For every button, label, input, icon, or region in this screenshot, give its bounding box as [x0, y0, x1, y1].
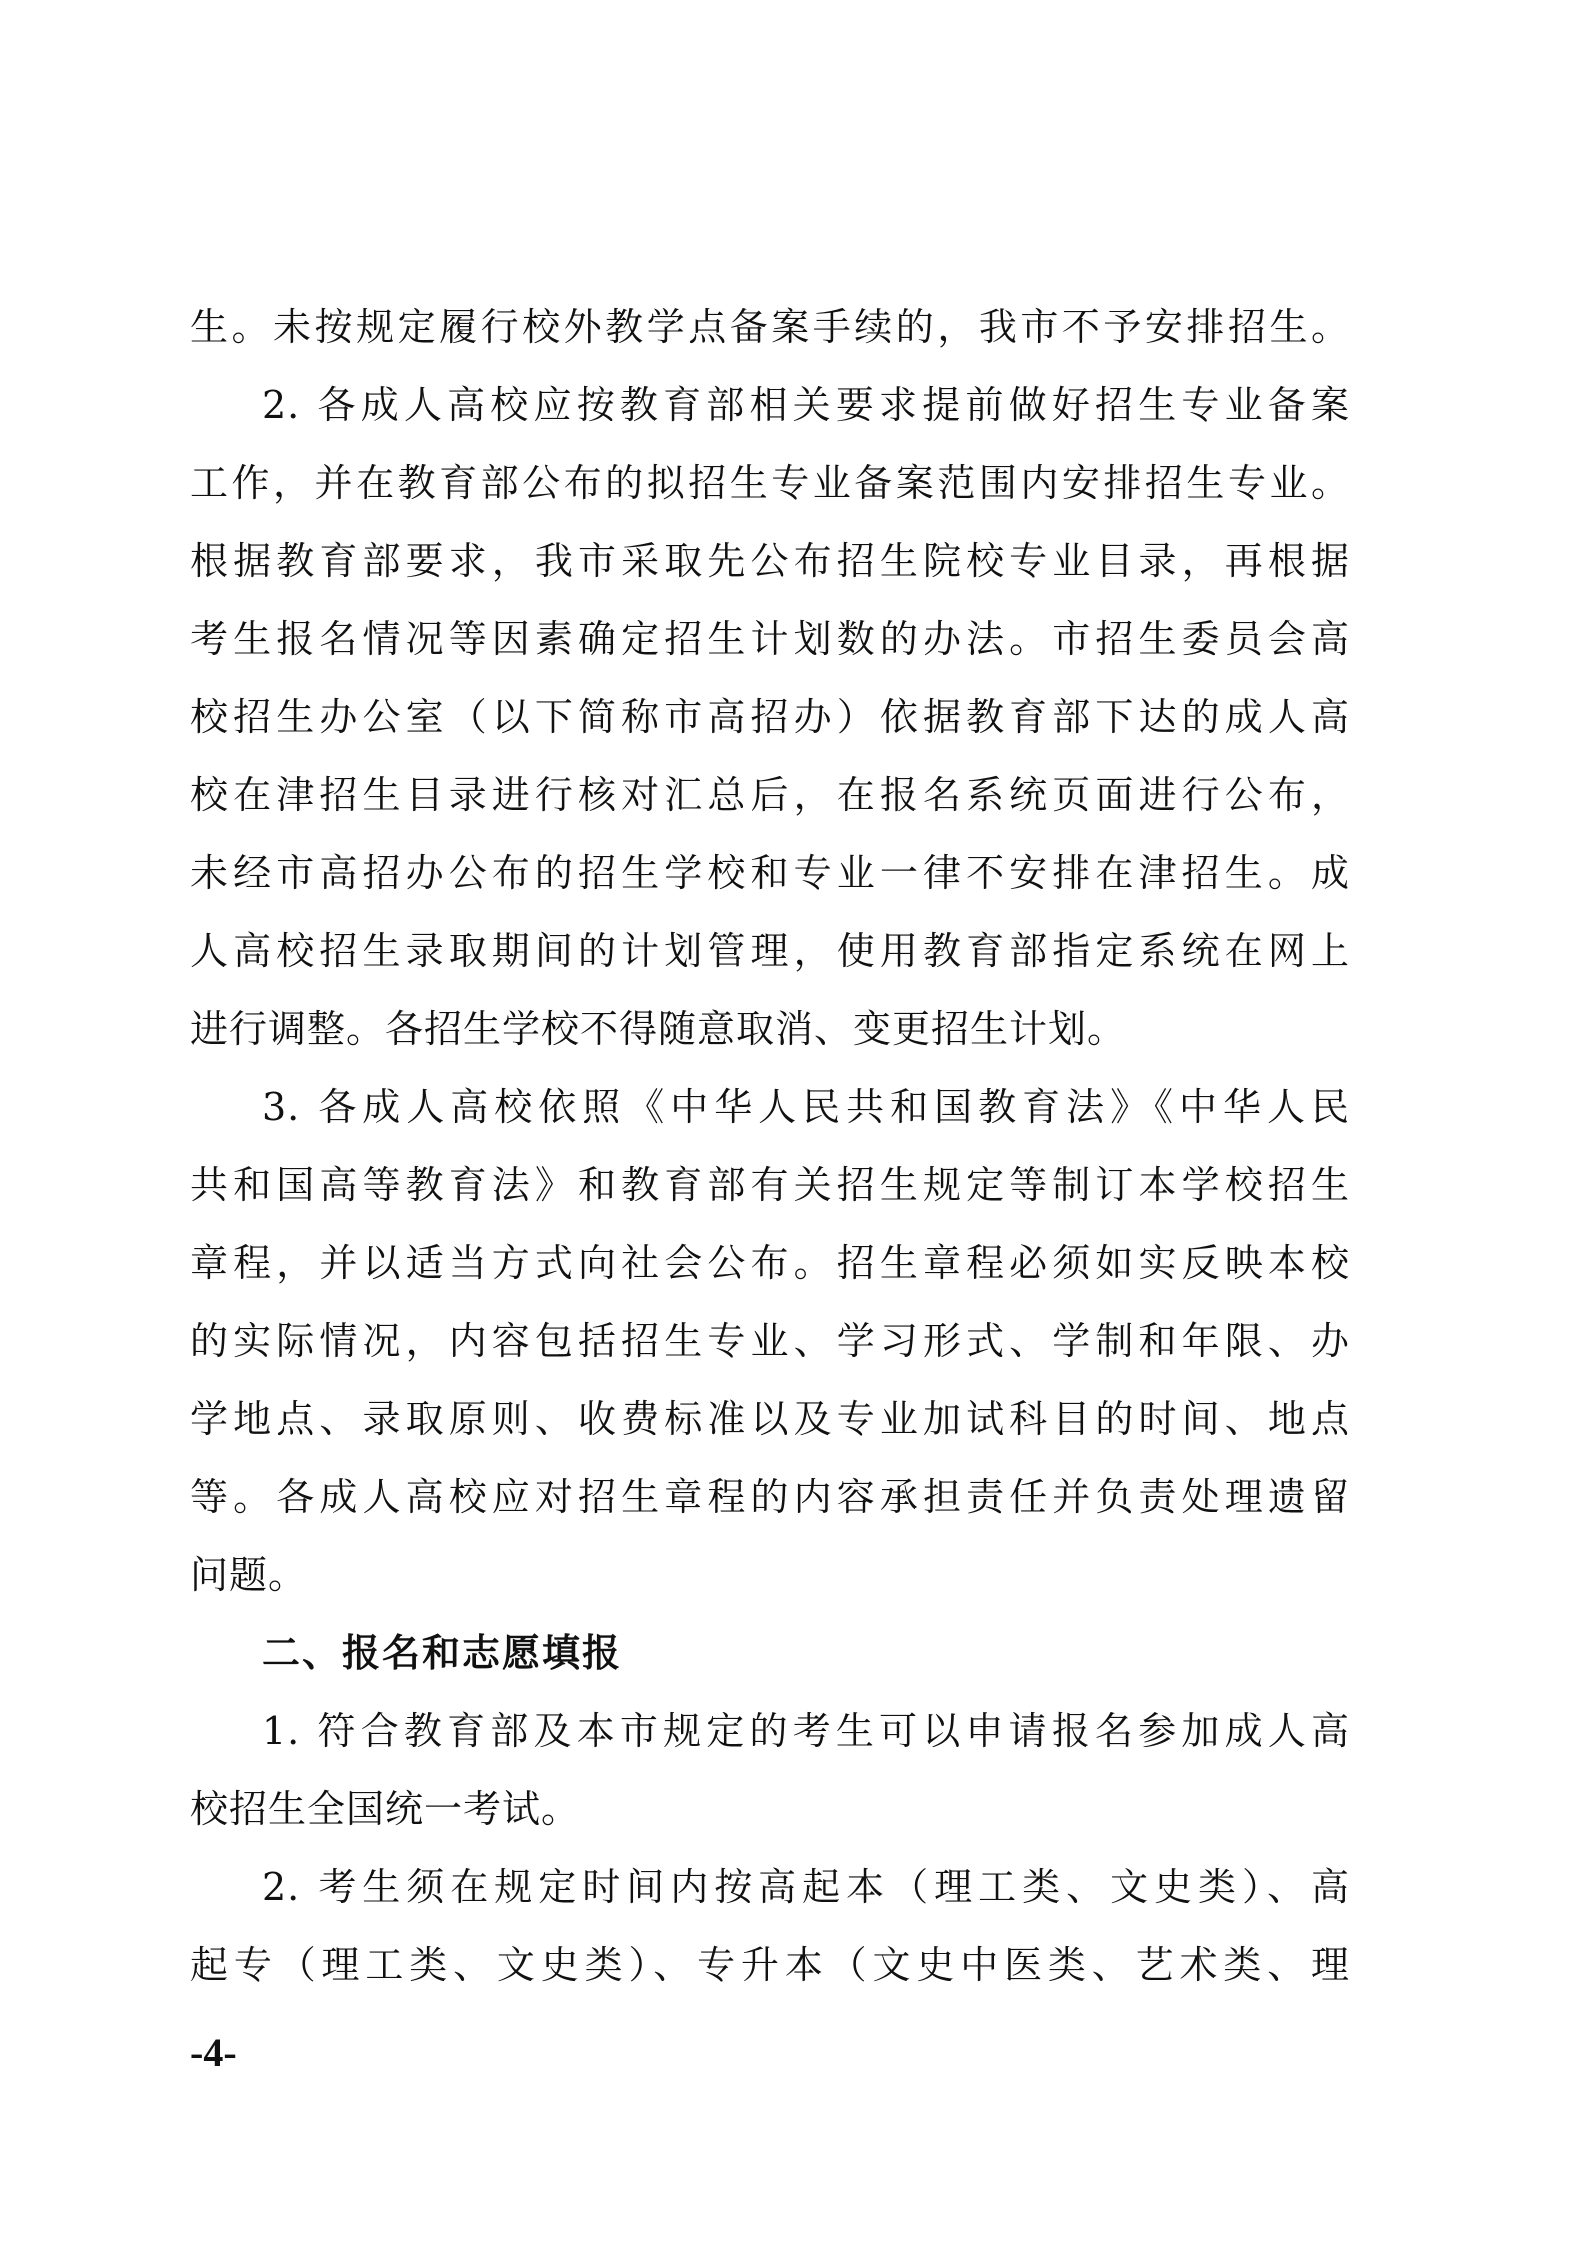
section-heading: 二、报名和志愿填报	[262, 1631, 623, 1675]
text-line: 生。未按规定履行校外教学点备案手续的，我市不予安排招生。	[190, 305, 1350, 349]
text-line: 3. 各成人高校依照《中华人民共和国教育法》《中华人民	[262, 1085, 1350, 1129]
text-line: 校在津招生目录进行核对汇总后，在报名系统页面进行公布，	[190, 773, 1350, 817]
text-line: 起专（理工类、文史类）、专升本（文史中医类、艺术类、理	[190, 1943, 1350, 1987]
text-line: 进行调整。各招生学校不得随意取消、变更招生计划。	[190, 1007, 1127, 1051]
text-line: 校招生全国统一考试。	[190, 1787, 581, 1831]
text-line: 2. 各成人高校应按教育部相关要求提前做好招生专业备案	[262, 383, 1350, 427]
text-line: 学地点、录取原则、收费标准以及专业加试科目的时间、地点	[190, 1397, 1350, 1441]
text-line: 等。各成人高校应对招生章程的内容承担责任并负责处理遗留	[190, 1475, 1350, 1519]
page-number: -4-	[190, 2030, 237, 2075]
text-line: 未经市高招办公布的招生学校和专业一律不安排在津招生。成	[190, 851, 1350, 895]
text-line: 人高校招生录取期间的计划管理，使用教育部指定系统在网上	[190, 929, 1350, 973]
text-line: 工作，并在教育部公布的拟招生专业备案范围内安排招生专业。	[190, 461, 1350, 505]
text-line: 根据教育部要求，我市采取先公布招生院校专业目录，再根据	[190, 539, 1350, 583]
text-line: 2. 考生须在规定时间内按高起本（理工类、文史类）、高	[262, 1865, 1350, 1909]
text-line: 章程，并以适当方式向社会公布。招生章程必须如实反映本校	[190, 1241, 1350, 1285]
text-line: 1. 符合教育部及本市规定的考生可以申请报名参加成人高	[262, 1709, 1350, 1753]
text-line: 共和国高等教育法》和教育部有关招生规定等制订本学校招生	[190, 1163, 1350, 1207]
text-line: 问题。	[190, 1553, 308, 1597]
text-line: 的实际情况，内容包括招生专业、学习形式、学制和年限、办	[190, 1319, 1350, 1363]
text-line: 校招生办公室（以下简称市高招办）依据教育部下达的成人高	[190, 695, 1350, 739]
text-line: 考生报名情况等因素确定招生计划数的办法。市招生委员会高	[190, 617, 1350, 661]
